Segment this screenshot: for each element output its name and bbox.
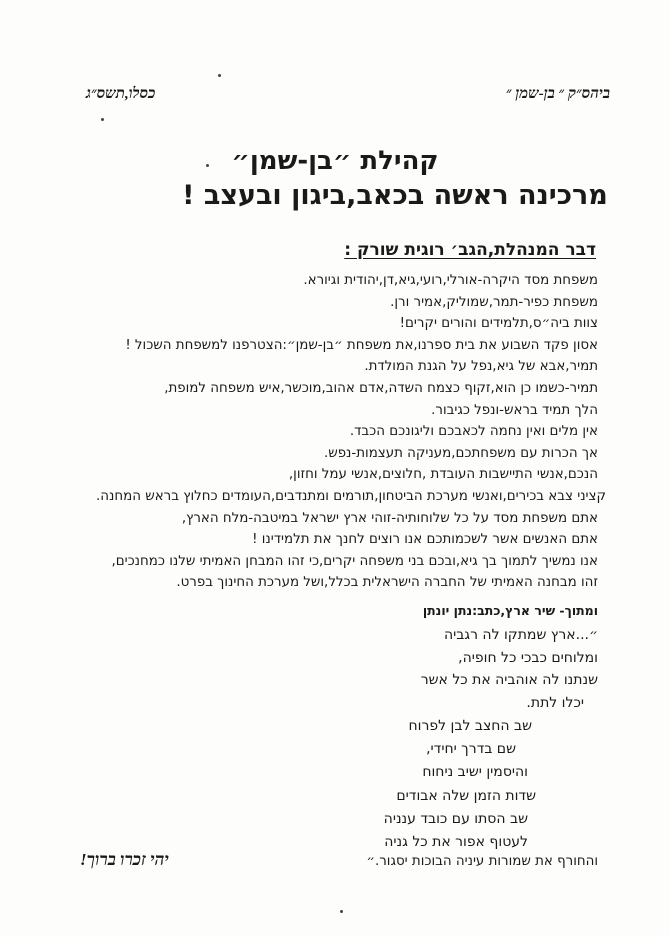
letter-line: אתם משפחת מסד על כל שלוחותיה-זוהי ארץ ישראל במיטבה-מלח הארץ,: [181, 510, 598, 526]
letter-line: קציני צבא בכירים,ואנשי מערכת הביטחון,תורמים ומתנדבים,העומדים כחלוץ בראש המחנה.: [96, 488, 606, 504]
poem-line: ומלוחים כבכי כל חופיה,: [458, 649, 598, 666]
poem-line: שדות הזמן שלה אבודים: [396, 787, 536, 804]
poem-line: יכלו לתת.: [526, 694, 584, 711]
letter-line: הנכם,אנשי התיישבות העובדת ,חלוצים,אנשי עמל וחזון,: [288, 467, 598, 483]
poem-line: ״...ארץ שמתקו לה רגביה: [443, 627, 598, 643]
letter-line: הלך תמיד בראש-ונפל כגיבור.: [431, 402, 598, 418]
letter-line: משפחת כפיר-תמר,שמוליק,אמיר ורן.: [390, 294, 598, 310]
letter-line: תמיר-כשמו כן הוא,זקוף כצמח השדה,אדם אהוב,מוכשר,איש משפחה למופת,: [164, 380, 598, 396]
poem-line: לעטוף אפור את כל גניה: [384, 834, 528, 851]
letter-line: צוות ביה״ס,תלמידים והורים יקרים!: [399, 316, 598, 332]
mourning-title: מרכינה ראשה בכאב,ביגון ובעצב !: [182, 180, 608, 211]
letter-line: משפחת מסד היקרה-אורלי,רועי,גיא,דן,יהודית וגיורא.: [303, 273, 598, 288]
scan-speck: [206, 164, 209, 167]
scan-speck: [218, 74, 221, 77]
memorial-closing: יהי זכרו ברוך!: [80, 850, 169, 869]
poem-stanza-1: [421, 624, 598, 714]
letter-body: [50, 270, 606, 594]
scan-speck: [340, 910, 343, 913]
poem-line: שנתנו לה אוהביה את כל אשר: [420, 672, 598, 688]
letter-line: אתם האנשים אשר לשכמותכם אנו רוצים לחנך את תלמידינו !: [252, 532, 598, 548]
community-title: קהילת ״בן-שמן״: [231, 146, 439, 176]
letter-line: תמיר,אבא של גיא,נפל על הגנת המולדת.: [364, 359, 598, 375]
letter-line: זהו מבחנה האמיתי של החברה הישראלית בכלל,ושל מערכת החינוך בפרט.: [176, 575, 598, 591]
hebrew-date: כסלו,תשס״ג: [86, 86, 156, 102]
poem-attribution: ומתוך- שיר ארץ,כתב:נתן יונתן: [422, 603, 598, 618]
letter-line: אין מלים ואין נחמה לכאבכם וליגונכם הכבד.: [349, 424, 598, 440]
letter-line: אך הכרות עם משפחתכם,מעניקה תעצמות-נפש.: [323, 445, 598, 461]
poem-line: שם בדרך יחידי,: [426, 741, 516, 758]
poem-line: שב הסתו עם כובד ענניה: [383, 810, 528, 827]
scan-speck: [101, 118, 104, 121]
letter-heading: דבר המנהלת,הגב׳ רוגית שורק :: [344, 240, 596, 260]
poem-stanza-2: [384, 715, 582, 854]
letter-line: אסון פקד השבוע את בית ספרנו,את משפחת ״בן-שמן״:הצטרפנו למשפחת השכול !: [125, 337, 598, 353]
school-name: ביהס״ק ״ בן-שמן ״: [505, 86, 610, 102]
poem-last-line: והחורף את שמורות עיניה הבוכות יסגור.״: [366, 854, 598, 869]
poem-line: שב החצב לבן לפרוח: [408, 718, 532, 734]
letter-line: אנו נמשיך לתמוך בך גיא,ובכם בני משפחה יקרים,כי זהו המבחן האמיתי שלנו כמחנכים,: [111, 553, 598, 569]
poem-line: והיסמין ישיב ניחוח: [422, 764, 528, 781]
